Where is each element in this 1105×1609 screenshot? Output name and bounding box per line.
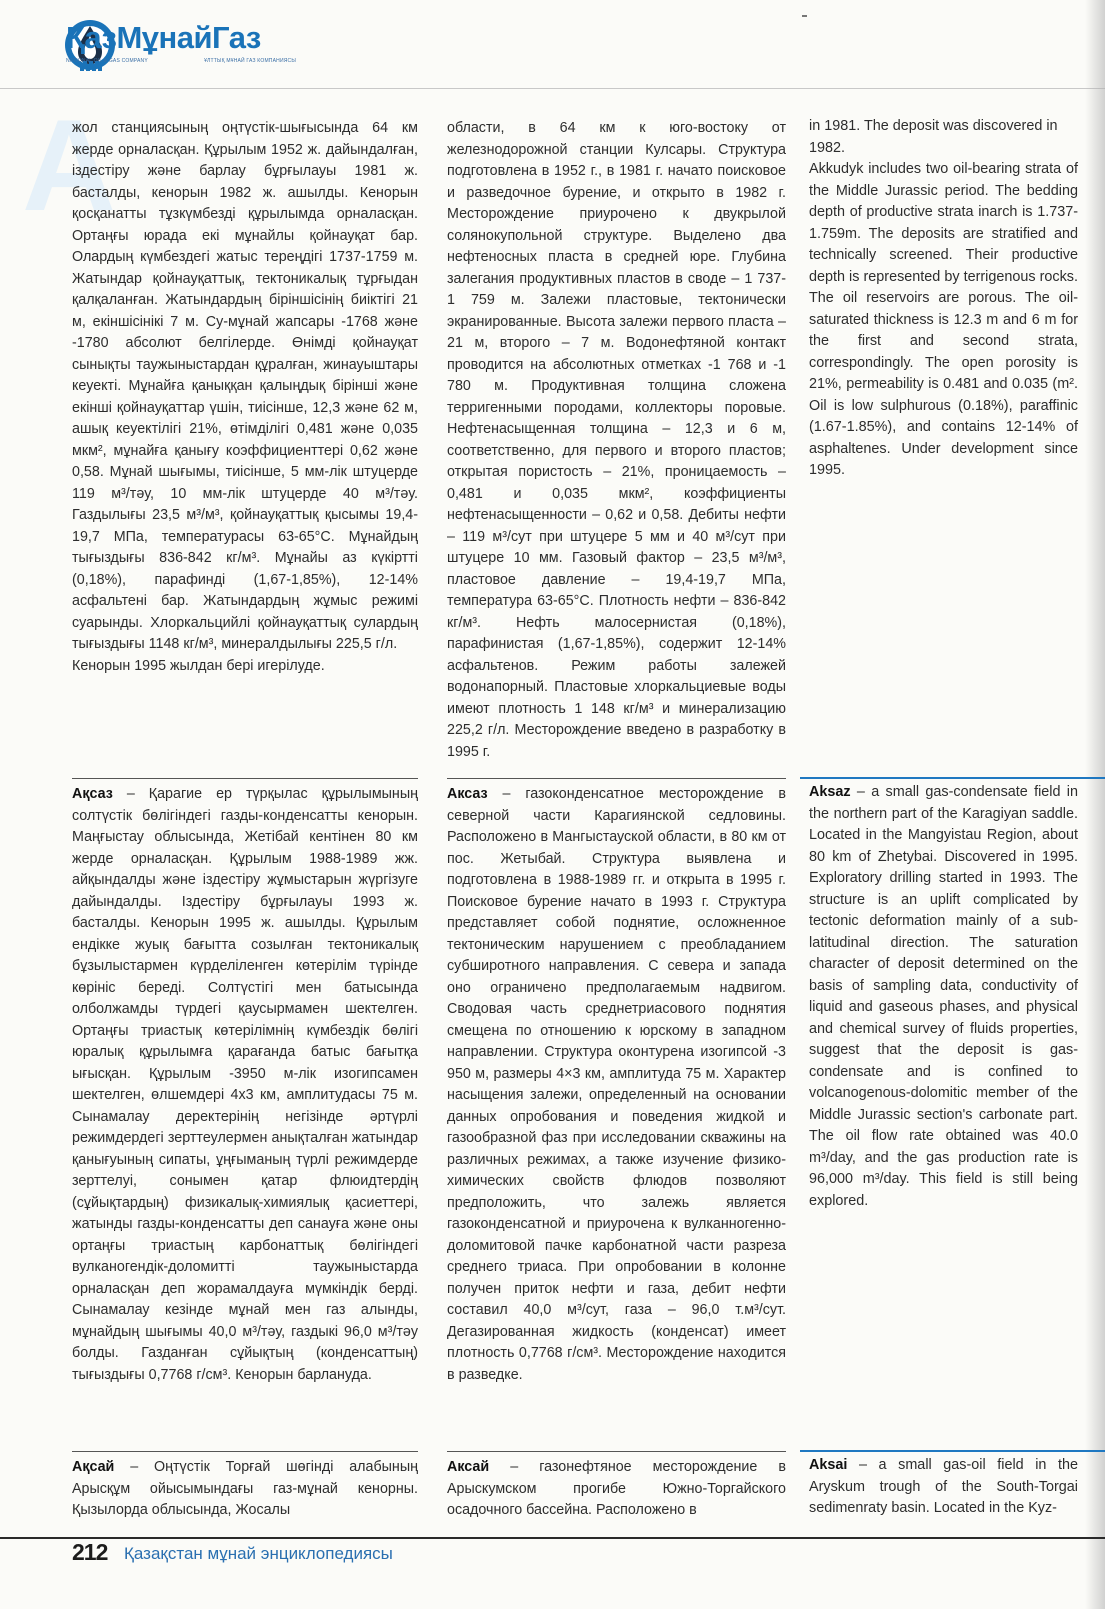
entry-akkudyk-russian xyxy=(447,118,786,763)
entry-text: – a small gas-oil field in the Aryskum trough of the South-Torgai sedimenraty basin. Located in the Kyz- xyxy=(809,1457,1078,1516)
paragraph xyxy=(809,1455,1078,1520)
paragraph xyxy=(447,784,786,1386)
header-rule xyxy=(0,88,1105,89)
entry-aksai-english xyxy=(809,1455,1078,1520)
paragraph: Кенорын 1995 жылдан бері игерілуде. xyxy=(72,657,325,674)
entry-text: – газонефтяное месторождение в Арыскумском прогибе Южно-Торгайского осадочного бассейна. Расположено в xyxy=(447,1459,786,1518)
entry-term: Аксаз xyxy=(447,786,488,802)
column-separator xyxy=(447,778,786,779)
entry-text: – Оңтүстік Торғай шөгінді алабының Арысқұм ойысымындағы газ-мұнай кенорны. Қызылорда облысында, Жосалы xyxy=(72,1459,418,1518)
column-separator xyxy=(72,1451,418,1452)
paragraph: жол станциясының оңтүстік-шығысында 64 км жерде орналасқан. Құрылым 1952 ж. дайындалған, іздестіру және барлау бұрғылауы 1981 ж. басталды, кенорын 1982 ж. ашылды. Кенорын қосқанатты тұзкүмбезді құрылымда орналасқан. Ортаңғы юрада екі мұнайлы қойнауқат бар. Олардың күмбездегі жатыс тереңдігі 1737-1759 м. Жатындар қойнауқаттық, тектоникалық тұрғыдан қалқаланған. Жатындардың біріншісінің биіктігі 21 м, екіншісінікі 7 м. Су-мұнай жапсары -1768 және -1780 абсолют белгілерде. Өнімді қойнауқат сынықты таужыныстардан құралған, жинауыштары кеуекті. Мұнайға қаныққан қалыңдық бірінші және екінші қойнауқаттар үшін, тиісінше, 12,3 және 62 м, ашық кеуектілігі 21%, өтімділігі 0,481 және 0,035 мкм², мұнайға қанығу коэффициенттері 0,62 және 0,58. Мұнай шығымы, тиісінше, 5 мм-лік штуцерде 119 м³/тәу, 10 мм-лік штуцерде 40 м³/тәу. Газдылығы 23,5 м³/м³, қойнауқаттық қысымы 19,4-19,7 МПа, температурасы 63-65°С. Мұнайдың тығыздығы 836-842 кг/м³. Мұнайы аз күкіртті (0,18%), парафинді (1,67-1,85%), 12-14% асфальтені бар. Жатындардың жұмыс режимі суарынды. Хлоркальцийлі қойнауқаттық сулардың тығыздығы 1148 кг/м³, минералдылығы 225,5 г/л. xyxy=(72,120,418,652)
entry-term: Aksai xyxy=(809,1457,848,1473)
paragraph: in 1981. The deposit was discovered in 1982. xyxy=(809,118,1058,156)
accent-line xyxy=(800,777,1105,779)
brand-name: ҚазМұнайГаз xyxy=(66,20,261,55)
paragraph xyxy=(809,782,1078,1212)
entry-term: Aksaz xyxy=(809,784,851,800)
paragraph: Akkudyk includes two oil-bearing strata of the Middle Jurassic period. The bedding depth of productive strata inarch is 1.737-1.759m. The deposits are stratified and technically screened. Their productive depth is represented by terrigenous rocks. The oil reservoirs are porous. The oil-saturated thickness is 12.3 m and 6 m for the first and second strata, correspondingly. The open porosity is 21%, permeability is 0.481 and 0.035 (m². Oil is low sulphurous (0.18%), paraffinic (1.67-1.85%), and contains 12-14% of asphaltenes. Under development since 1995. xyxy=(809,161,1078,478)
footer-rule xyxy=(0,1537,1105,1539)
entry-aksaz-russian xyxy=(447,784,786,1386)
brand-subtitle xyxy=(66,58,296,64)
paragraph: области, в 64 км к юго-востоку от железнодорожной станции Кулсары. Структура подготовлена в 1952 г., в 1981 г. начато поисковое и разведочное бурение, и открыто в 1982 г. Месторождение приурочено к двукрылой солянокупольной структуре. Выделено два нефтеносных пласта в средней юре. Глубина залегания продуктивных пластов в своде – 1 737-1 759 м. Залежи пластовые, тектонически экранированные. Высота залежи первого пласта – 21 м, второго – 7 м. Водонефтяной контакт проводится на абсолютных отметках -1 768 и -1 780 м. Продуктивная толщина сложена терригенными породами, коллекторы поровые. Нефтенасыщенная толщина – 12,3 и 6 м, соответственно, для первого и второго пластов; открытая пористость – 21%, проницаемость – 0,481 и 0,035 мкм², коэффициенты нефтенасыщенности – 0,62 и 0,58. Дебиты нефти – 119 м³/сут при штуцере 5 мм и 40 м³/сут при штуцере 10 мм. Газовый фактор – 23,5 м³/м³, пластовое давление – 19,4-19,7 МПа, температура 63-65°С. Плотность нефти – 836-842 кг/м³. Нефть малосернистая (0,18%), парафинистая (1,67-1,85%), содержит 12-14% асфальтенов. Режим работы залежей водонапорный. Пластовые хлоркальциевые воды имеют плотность 1 148 кг/м³ и минерализацию 225,2 г/л. Месторождение введено в разработку в 1995 г. xyxy=(447,120,786,760)
entry-akkudyk-kazakh xyxy=(72,118,418,677)
accent-line xyxy=(800,1450,1105,1452)
entry-term: Ақсаз xyxy=(72,786,113,802)
header-mark xyxy=(802,15,807,17)
entry-term: Ақсай xyxy=(72,1459,115,1475)
page-number: 212 xyxy=(72,1539,108,1565)
entry-aksai-kazakh xyxy=(72,1457,418,1522)
entry-text: – газоконденсатное месторождение в северной части Карагиянской седловины. Расположено в Мангыстауской области, в 80 км от пос. Жетыбай. Структура выявлена и подготовлена в 1988-1989 гг. и открыта в 1995 г. Поисковое бурение начато в 1993 г. Структура представляет собой поднятие, осложненное тектоническим нарушением с преобладанием субширотного направления. С севера и запада оно ограничено предполагаемым надвигом. Сводовая часть среднетриасового поднятия смещена по отношению к юрскому в западном направлении. Структура оконтурена изогипсой -3 950 м, размеры 4×3 км, амплитуда 75 м. Характер насыщения залежи, определенный на основании данных опробования и поведения жидкой и газообразной фаз при исследовании скважины на различных режимах, а также изучение физико-химических свойств флюдов позволяют предположить, что залежь является газоконденсатной и приурочена к вулканногенно-доломитовой пачке карбонатной части разреза среднего триаса. При опробовании в колонне получен приток нефти и газа, дебит нефти составил 40,0 м³/сут, газа – 96,0 т.м³/сут. Дегазированная жидкость (конденсат) имеет плотность 0,7768 г/см³. Месторождение находится в разведке. xyxy=(447,786,786,1383)
paragraph xyxy=(72,1457,418,1522)
brand-subtitle-en: NATIONAL OIL & GAS COMPANY xyxy=(66,58,148,64)
footer-title: Қазақстан мұнай энциклопедиясы xyxy=(124,1544,393,1563)
entry-aksaz-kazakh xyxy=(72,784,418,1386)
entry-aksaz-english xyxy=(809,782,1078,1212)
entry-text: – Қарагие ер түрқылас құрылымының солтүстік бөлігіндегі газды-конденсатты кенорын. Маңғыстау облысында, Жетібай кентінен 80 км жерде орналасқан. Құрылым 1988-1989 жж. айқындалды және іздестіру жұмыстарын жүргізуге дайындалды. Іздестіру бұрғылауы 1993 ж. басталды. Кенорын 1995 ж. ашылды. Құрылым ендікке жуық бағытта созылған тектоникалық бұзылыстармен күрделіленген көтерілім түрінде көрініс береді. Солтүстігі мен батысында олболжамды түрдегі қаусырмамен шектелген. Ортаңғы триастық көтерілімнің күмбездік бөлігі юралық құрылымға қарағанда батыс бағытқа ығысқан. Құрылым -3950 м-лік изогипсамен шектелген, өлшемдері 4х3 км, амплитудасы 75 м. Сынамалау деректерінің негізінде әртүрлі режимдердегі зерттеулермен анықталған жатындар қанығуының сипаты, ұңғыманың түрлі режимдерде зерттелуі, сонымен қатар флюидтердің (сұйықтардың) физикалық-химиялық қасиеттері, жатынды газды-конденсатты деп санауға және оны ортаңғы триастың карбонаттық бөлігіндегі вулканогендік-доломитті таужыныстарда орналасқан деп жорамалдауға мүмкіндік берді. Сынамалау кезінде мұнай мен газ алынды, мұнайдың шығымы 40,0 м³/тәу, газдыкі 96,0 м³/тәу болды. Газданған сұйықтың (конденсаттың) тығыздығы 0,7768 г/см³. Кенорын барлануда. xyxy=(72,786,418,1383)
entry-term: Аксай xyxy=(447,1459,490,1475)
page-edge-shadow xyxy=(1085,0,1105,1609)
column-separator xyxy=(72,778,418,779)
brand-subtitle-kk: ҰЛТТЫҚ МҰНАЙ ГАЗ КОМПАНИЯСЫ xyxy=(204,58,296,64)
entry-aksai-russian xyxy=(447,1457,786,1522)
paragraph xyxy=(447,1457,786,1522)
paragraph xyxy=(72,784,418,1386)
section-letter-watermark: А xyxy=(22,92,116,238)
entry-akkudyk-english xyxy=(809,116,1078,482)
column-separator xyxy=(447,1451,786,1452)
entry-text: – a small gas-condensate field in the northern part of the Karagiyan saddle. Located in the Mangyistau Region, about 80 km of Zhetybai. Discovered in 1995. Exploratory drilling started in 1993. The structure is an uplift complicated by tectonic deformation mainly of a sub-latitudinal direction. The saturation character of deposit determined on the basis of sampling data, conductivity of liquid and gaseous phases, and physical and chemical survey of fluids properties, suggest that the deposit is gas-condensate and is confined to volcanogenous-dolomitic member of the Middle Jurassic section's carbonate part. The oil flow rate obtained was 40.0 m³/day, and the gas production rate is 96,000 m³/day. This field is still being explored. xyxy=(809,784,1078,1209)
